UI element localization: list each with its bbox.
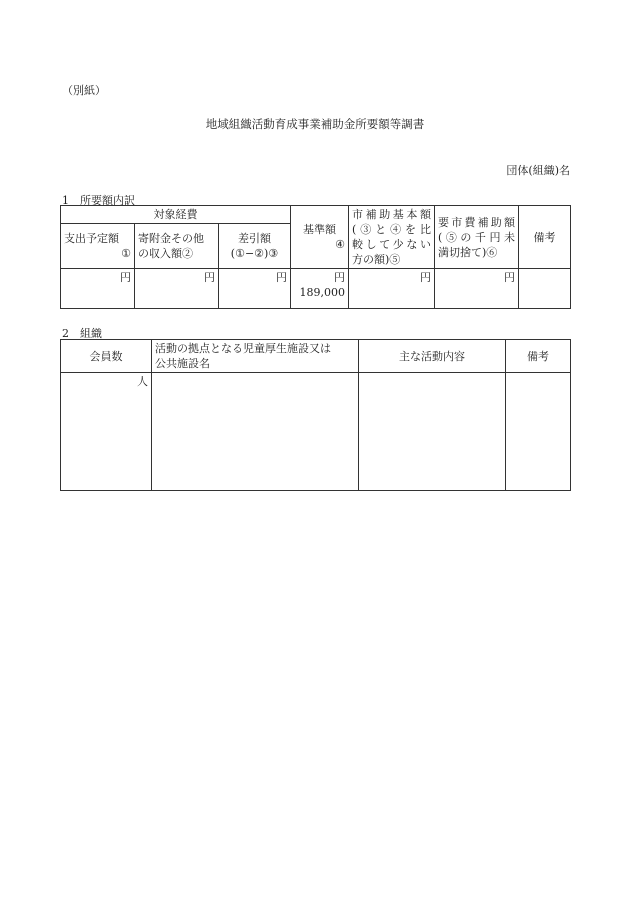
city-subsidy-base-value xyxy=(349,269,435,309)
required-subsidy-line1: 要市費補助額 xyxy=(438,215,515,229)
donation-income-line1: 寄附金その他 xyxy=(138,232,204,246)
target-expenses-header: 対象経費 xyxy=(61,206,291,224)
planned-expenditure-value xyxy=(61,269,135,309)
attachment-label: （別紙） xyxy=(62,84,106,97)
donation-income-line2: の収入額② xyxy=(138,247,193,261)
member-count-value xyxy=(61,373,152,491)
required-subsidy-value xyxy=(435,269,519,309)
yen-unit: 円 xyxy=(504,271,515,284)
document-title: 地域組織活動育成事業補助金所要額等調書 xyxy=(205,117,425,131)
organization-entry-row xyxy=(61,373,571,491)
facility-name-line1: 活動の拠点となる児童厚生施設又は xyxy=(155,342,331,355)
remarks-header: 備考 xyxy=(506,340,571,373)
city-subsidy-base-line2: (③と④を比 xyxy=(352,223,431,236)
city-subsidy-base-line3: 較して少ない xyxy=(352,238,431,251)
donation-income-value xyxy=(135,269,219,309)
budget-breakdown-table xyxy=(60,205,571,309)
planned-expenditure-line1: 支出予定額 xyxy=(64,232,119,246)
difference-line2: (①−②)③ xyxy=(230,247,279,261)
city-subsidy-base-line4: 方の額)⑤ xyxy=(352,253,401,266)
facility-name-value xyxy=(152,373,359,491)
yen-unit: 円 xyxy=(276,271,287,284)
planned-expenditure-header xyxy=(61,224,135,269)
required-subsidy-line3: 満切捨て)⑥ xyxy=(438,245,498,259)
city-subsidy-base-header xyxy=(349,206,435,269)
header-row-top xyxy=(61,206,571,224)
difference-value xyxy=(219,269,291,309)
standard-amount-header-line2: ④ xyxy=(335,238,345,251)
facility-name-line2: 公共施設名 xyxy=(155,357,210,370)
amount-row xyxy=(61,269,571,309)
organization-header-row xyxy=(61,340,571,373)
person-unit: 人 xyxy=(137,375,148,388)
organization-name-label: 団体(組織)名 xyxy=(506,164,570,177)
difference-header xyxy=(219,224,291,269)
standard-amount-number: 189,000 xyxy=(299,286,345,299)
required-subsidy-line2: (⑤の千円未 xyxy=(438,230,515,244)
member-count-header: 会員数 xyxy=(61,340,152,373)
facility-name-header xyxy=(152,340,359,373)
yen-unit: 円 xyxy=(420,271,431,284)
donation-income-header xyxy=(135,224,219,269)
required-subsidy-header xyxy=(435,206,519,269)
yen-unit: 円 xyxy=(120,271,131,284)
remarks-header: 備考 xyxy=(519,206,571,269)
yen-unit: 円 xyxy=(334,271,345,284)
standard-amount-header xyxy=(291,206,349,269)
city-subsidy-base-line1: 市補助基本額 xyxy=(352,208,431,221)
yen-unit: 円 xyxy=(204,271,215,284)
standard-amount-header-line1: 基準額 xyxy=(303,223,336,236)
planned-expenditure-line2: ① xyxy=(121,247,131,261)
section1-heading: 1 所要額内訳 xyxy=(62,194,135,207)
remarks-value xyxy=(506,373,571,491)
standard-amount-value xyxy=(291,269,349,309)
section2-heading: 2 組織 xyxy=(62,327,102,340)
organization-table xyxy=(60,339,571,491)
main-activities-value xyxy=(359,373,506,491)
main-activities-header: 主な活動内容 xyxy=(359,340,506,373)
difference-line1: 差引額 xyxy=(238,232,271,246)
remarks-value xyxy=(519,269,571,309)
